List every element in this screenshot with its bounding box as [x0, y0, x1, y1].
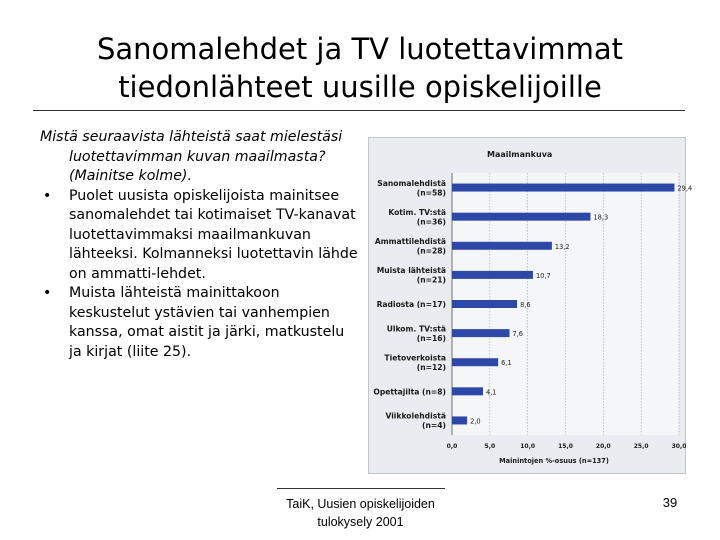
- data-label: 6,1: [501, 359, 512, 368]
- footnote-divider: [277, 488, 445, 489]
- category-label: [377, 266, 446, 285]
- chart-category-labels: [373, 179, 446, 430]
- data-label: 2,0: [470, 417, 481, 426]
- page-number: 39: [662, 495, 678, 510]
- category-label-line: (n=16): [416, 333, 446, 343]
- slide-title: [0, 30, 720, 106]
- category-label: [385, 412, 446, 431]
- source-note: [258, 495, 463, 531]
- data-label: 29,4: [677, 184, 693, 193]
- x-tick-label: 0,0: [446, 443, 458, 450]
- bullet-text: Muista lähteistä mainittakoon keskustelut ystävien tai vanhempien kanssa, omat aistit ja järki, matkustelu ja kirjat (liite 25).: [69, 285, 345, 360]
- bar: [452, 329, 510, 337]
- category-label-line: Radiosta (n=17): [376, 300, 446, 309]
- source-note-line-1: TaiK, Uusien opiskelijoiden: [286, 497, 435, 511]
- category-label-line: Viikkolehdistä: [385, 411, 446, 421]
- data-label: 7,6: [512, 330, 524, 339]
- category-label: [377, 300, 446, 309]
- intro-question: Mistä seuraavista lähteistä saat mielestäsi luotettavimman kuvan maailmasta? (Mainitse kolme).: [40, 129, 343, 184]
- bar: [452, 271, 533, 279]
- bullet-item: [40, 284, 358, 362]
- x-axis-label: Mainintojen %-osuus (n=137): [499, 457, 609, 465]
- slide-title-line-2: tiedonlähteet uusille opiskelijoille: [118, 70, 602, 104]
- chart-panel: [368, 137, 693, 474]
- x-tick-label: 15,0: [558, 443, 573, 450]
- category-label-line: (n=36): [416, 217, 446, 227]
- category-label-line: Ammattilehdistä: [374, 237, 446, 247]
- data-label: 8,6: [520, 301, 531, 309]
- x-tick-label: 20,0: [595, 443, 611, 450]
- category-label-line: (n=28): [416, 246, 446, 256]
- category-label: [384, 353, 446, 372]
- category-label-line: (n=21): [416, 275, 446, 285]
- x-tick-label: 5,0: [484, 443, 496, 450]
- category-label-line: (n=4): [422, 421, 446, 431]
- data-label: 18,3: [593, 213, 609, 222]
- x-tick-label: 10,0: [520, 443, 536, 450]
- title-divider: [33, 110, 685, 111]
- category-label-line: (n=12): [416, 362, 446, 372]
- chart-x-axis: [447, 443, 687, 450]
- category-label: [388, 208, 446, 227]
- bullet-list: [40, 187, 358, 363]
- bar: [452, 300, 517, 308]
- slide-title-line-1: Sanomalehdet ja TV luotettavimmat: [96, 32, 624, 66]
- category-label-line: Muista lähteistä: [376, 266, 446, 276]
- category-label: [387, 324, 446, 343]
- category-label-line: (n=58): [416, 188, 446, 198]
- slide-body: [40, 128, 358, 362]
- bullet-icon: •: [43, 187, 52, 204]
- category-label-line: Tietoverkoista: [384, 353, 446, 363]
- category-label-line: Ulkom. TV:stä: [386, 324, 446, 334]
- bar: [452, 416, 467, 424]
- category-label-line: Sanomalehdistä: [377, 178, 446, 188]
- bar: [452, 213, 590, 221]
- bar: [452, 242, 552, 250]
- bar: [452, 387, 483, 395]
- data-label: 4,1: [486, 388, 497, 397]
- category-label-line: Opettajilta (n=8): [373, 387, 446, 397]
- bar-chart: [369, 138, 693, 473]
- data-label: 13,2: [554, 242, 570, 251]
- bullet-item: [40, 187, 358, 285]
- category-label: [375, 237, 446, 256]
- category-label: [373, 387, 446, 396]
- category-label: [377, 179, 446, 198]
- data-label: 10,7: [535, 271, 551, 280]
- source-note-line-2: tulokysely 2001: [317, 515, 404, 529]
- x-tick-label: 30,0: [671, 443, 687, 450]
- bullet-text: Puolet uusista opiskelijoista mainitsee sanomalehdet tai kotimaiset TV-kanavat luotettavimmaksi maailmankuvan lähteeksi. Kolmanneksi luotettavin lähde on ammatti-lehdet.: [69, 187, 358, 282]
- category-label-line: Kotim. TV:stä: [388, 207, 446, 217]
- x-tick-label: 25,0: [633, 443, 649, 450]
- bar: [452, 358, 498, 366]
- bar: [452, 184, 674, 192]
- bullet-icon: •: [43, 285, 52, 301]
- chart-title: Maailmankuva: [487, 150, 553, 159]
